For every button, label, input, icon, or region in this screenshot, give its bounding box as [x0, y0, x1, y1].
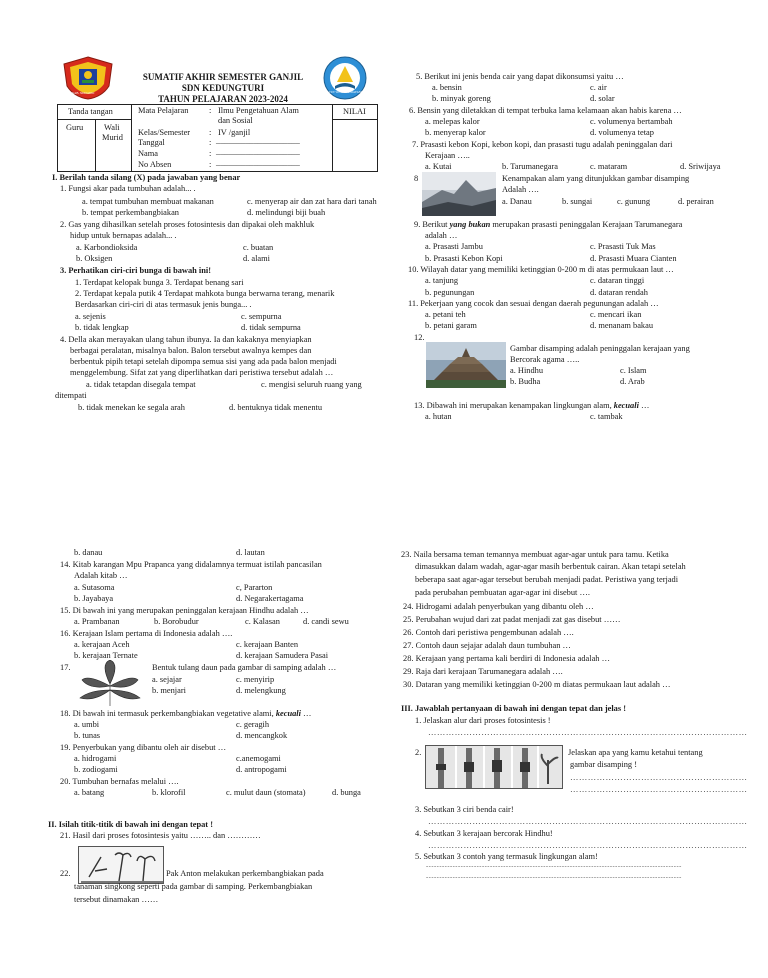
q7-stem-2: Kerajaan …..	[425, 151, 470, 160]
q16-option-d[interactable]: d. kerajaan Samudera Pasai	[236, 651, 329, 660]
absen-field[interactable]: ____________________	[216, 158, 300, 167]
q8-stem-2: Adalah ….	[502, 185, 539, 194]
q3-line-2: 2. Terdapat kepala putik 4 Terdapat mahkota bunga berwarna terang, menarik	[75, 289, 335, 298]
q29-text: 29. Raja dari kerajaan Tarumanegara adalah ….	[403, 667, 563, 676]
q10-option-b[interactable]: b. pegunungan	[425, 288, 475, 297]
q17-option-d[interactable]: d. melengkung	[236, 686, 286, 695]
q6-stem: 6. Bensin yang diletakkan di tempat terbuka lama kelamaan akan habis karena …	[409, 106, 682, 115]
q23-line-3: beberapa saat agar-agar tersebut berubah menjadi padat. Peristiwa yang terjadi	[415, 575, 679, 584]
q11-option-c[interactable]: c. mencari ikan	[590, 310, 642, 319]
q9-pre: 9. Berikut	[414, 220, 450, 229]
q15-option-a[interactable]: a. Prambanan	[74, 617, 120, 626]
leaf-image	[72, 660, 148, 708]
colon: :	[209, 149, 212, 158]
mapel-value: Ilmu Pengetahuan Alam	[218, 106, 299, 115]
q14-stem: 14. Kitab karangan Mpu Prapanca yang didalamnya termuat istilah pancasilan	[60, 560, 322, 569]
q22-line-1: Pak Anton melakukan perkembangbiakan pada	[166, 869, 324, 878]
q25-text: 25. Perubahan wujud dari zat padat menjadi zat gas disebut ……	[403, 615, 621, 624]
q14-option-d[interactable]: d. Negarakertagama	[236, 594, 304, 603]
q7-option-d[interactable]: d. Sriwijaya	[680, 162, 721, 171]
q20-stem: 20. Tumbuhan bernafas melalui ….	[60, 777, 179, 786]
title-line-3: TAHUN PELAJARAN 2023-2024	[158, 94, 288, 104]
q2-option-b[interactable]: b. Oksigen	[76, 254, 113, 263]
title-line-1: SUMATIF AKHIR SEMESTER GANJIL	[142, 72, 304, 82]
mountain-image	[422, 172, 496, 216]
q23-line-1: 23. Naila bersama teman temannya membuat agar-agar untuk para tamu. Ketika	[401, 550, 669, 559]
q18-stem	[60, 709, 311, 719]
q9-option-c[interactable]: c. Prasasti Tuk Mas	[590, 242, 656, 251]
q1-option-a[interactable]: a. tempat tumbuhan membuat makanan	[82, 197, 214, 206]
wali-label: Wali	[104, 123, 120, 132]
q11-option-d[interactable]: d. menanam bakau	[590, 321, 654, 330]
q11-option-b[interactable]: b. petani garam	[425, 321, 477, 330]
q15-option-c[interactable]: c. Kalasan	[245, 617, 280, 626]
q10-stem: 10. Wilayah datar yang memiliki ketinggian 0-200 m di atas permukaan laut …	[408, 265, 674, 274]
title-line-2: SDN KEDUNGTURI	[181, 83, 265, 93]
q1-option-b[interactable]: b. tempat perkembangbiakan	[82, 208, 179, 217]
q18-option-b[interactable]: b. tunas	[74, 731, 101, 740]
essay-2-line-2: gambar disamping !	[570, 760, 637, 769]
q17-option-c[interactable]: c. menyirip	[236, 675, 275, 684]
q9-stem	[414, 220, 682, 230]
q9-option-b[interactable]: b. Prasasti Kebon Kopi	[425, 254, 503, 263]
q5-option-d[interactable]: d. solar	[590, 94, 615, 103]
q8-option-b[interactable]: b. sungai	[562, 197, 593, 206]
q9-emphasis: yang bukan	[449, 220, 491, 229]
q2-stem-2: hidup untuk bernapas adalah... .	[70, 231, 177, 240]
q17-stem: Bentuk tulang daun pada gambar di samping adalah …	[152, 663, 337, 672]
q18-post: …	[300, 709, 312, 718]
q3-option-b[interactable]: b. tidak lengkap	[75, 323, 129, 332]
q2-option-d[interactable]: d. alami	[243, 254, 270, 263]
q1-option-c[interactable]: c. menyerap air dan zat hara dari tanah	[247, 197, 377, 206]
q20-option-a[interactable]: a. batang	[74, 788, 105, 797]
q8-stem: Kenampakan alam yang ditunjukkan gambar disamping	[502, 174, 690, 183]
guru-label: Guru	[66, 123, 84, 132]
q4-option-a[interactable]: a. tidak tetapdan disegala tempat	[86, 380, 196, 389]
q15-stem: 15. Di bawah ini yang merupakan peninggalan kerajaan Hindhu adalah …	[60, 606, 309, 615]
q10-option-d[interactable]: d. dataran rendah	[590, 288, 648, 297]
q13-pre: 13. Dibawah ini merupakan kenampakan lingkungan alam,	[414, 401, 614, 410]
colon: :	[209, 160, 212, 169]
q27-text: 27. Contoh daun sejajar adalah daun tumbuhan …	[403, 641, 571, 650]
q19-option-d[interactable]: d. antropogami	[236, 765, 287, 774]
q5-option-a[interactable]: a. bensin	[432, 83, 462, 92]
q1-option-d[interactable]: d. melindungi biji buah	[247, 208, 326, 217]
q21-text: 21. Hasil dari proses fotosintesis yaitu …….. dan …………	[60, 831, 261, 840]
logo-left	[62, 56, 114, 100]
colon: :	[209, 138, 212, 147]
essay-4-question: 4. Sebutkan 3 kerajaan bercorak Hindhu!	[415, 829, 553, 838]
q18-emphasis: kecuali	[275, 709, 301, 718]
q30-text: 30. Dataran yang memiliki ketinggian 0-200 m diatas permukaan laut adalah …	[403, 680, 671, 689]
essay-3-answer-line[interactable]: ………………………………………………………………………………………………	[428, 817, 748, 826]
q3-option-a[interactable]: a. sejenis	[75, 312, 106, 321]
logo-right-text: TUT WURI HANDAYANI	[329, 90, 362, 94]
q12-option-b[interactable]: b. Budha	[510, 377, 541, 386]
q15-option-b[interactable]: b. Borobudur	[154, 617, 199, 626]
essay-2-number: 2.	[415, 748, 422, 757]
q3-line-1: 1. Terdapat kelopak bunga 3. Terdapat benang sari	[75, 278, 244, 287]
q4-stem-4: menggelembung. Sifat zat yang diperlihatkan dari peristiwa tersebut adalah …	[70, 368, 334, 377]
q2-option-a[interactable]: a. Karbondioksida	[76, 243, 138, 252]
q4-option-b[interactable]: b. tidak menekan ke segala arah	[78, 403, 185, 412]
murid-label: Murid	[102, 133, 123, 142]
kelas-label: Kelas/Semester	[138, 128, 191, 137]
q4-stem-3: berbentuk pipih tetapi setelah dipompa semua sisi yang ada pada balon menjadi	[70, 357, 337, 366]
q16-option-a[interactable]: a. kerajaan Aceh	[74, 640, 130, 649]
plant-grafting-image	[425, 745, 563, 789]
q14-stem-2: Adalah kitab …	[74, 571, 128, 580]
essay-5-question: 5. Sebutkan 3 contoh yang termasuk lingkungan alam!	[415, 852, 598, 861]
q8-option-a[interactable]: a. Danau	[502, 197, 532, 206]
q9-option-d[interactable]: d. Prasasti Muara Cianten	[590, 254, 677, 263]
q23-line-4: pada perubahan pembuatan agar-agar ini disebut ….	[415, 588, 590, 597]
q18-option-a[interactable]: a. umbi	[74, 720, 100, 729]
nama-field[interactable]: ____________________	[216, 147, 300, 156]
q19-option-b[interactable]: b. zodiogami	[74, 765, 118, 774]
q6-option-c[interactable]: c. volumenya bertambah	[590, 117, 673, 126]
q9-stem-2: adalah …	[425, 231, 458, 240]
q4-stem-1: 4. Della akan merayakan ulang tahun ibunya. Ia dan kakaknya menyiapkan	[60, 335, 312, 344]
q5-stem: 5. Berikut ini jenis benda cair yang dapat dikonsumsi yaitu …	[416, 72, 624, 81]
identity-table	[57, 104, 378, 172]
q16-stem: 16. Kerajaan Islam pertama di Indonesia adalah ….	[60, 629, 233, 638]
logo-left-text: KAB. SIDOARJO	[72, 91, 95, 95]
essay-2-line-1: Jelaskan apa yang kamu ketahui tentang	[568, 748, 703, 757]
q22-line-3: tersebut dinamakan ……	[74, 895, 159, 904]
tanda-tangan-label: Tanda tangan	[68, 107, 113, 116]
q7-option-b[interactable]: b. Tarumanegara	[502, 162, 558, 171]
q5-option-c[interactable]: c. air	[590, 83, 607, 92]
q23-line-2: dimasukkan dalam wadah, agar-agar masih berbentuk cairan. Akan tetapi setelah	[415, 562, 686, 571]
q17-number: 17.	[60, 663, 71, 672]
essay-5-answer-line-1[interactable]: ------------------------------------------------------------------------------------------------	[426, 863, 682, 870]
q13-option-d[interactable]: d. lautan	[236, 548, 265, 557]
q12-option-c[interactable]: c. Islam	[620, 366, 647, 375]
q7-option-c[interactable]: c. mataram	[590, 162, 628, 171]
q13-emphasis: kecuali	[613, 401, 639, 410]
tanggal-field[interactable]: ____________________	[216, 136, 300, 145]
essay-5-answer-line-2[interactable]: ------------------------------------------------------------------------------------------------	[426, 874, 682, 881]
q12-option-d[interactable]: d. Arab	[620, 377, 645, 386]
q14-option-c[interactable]: c, Pararton	[236, 583, 273, 592]
q3-option-d[interactable]: d. tidak sempurna	[241, 323, 301, 332]
q6-option-a[interactable]: a. melepas kalor	[425, 117, 480, 126]
q26-text: 26. Contoh dari peristiwa pengembunan adalah ….	[403, 628, 574, 637]
q6-option-d[interactable]: d. volumenya tetap	[590, 128, 654, 137]
q12-option-a[interactable]: a. Hindhu	[510, 366, 544, 375]
q8-option-c[interactable]: c. gunung	[617, 197, 651, 206]
q16-option-b[interactable]: b. kerajaan Ternate	[74, 651, 138, 660]
section-3-title: III. Jawablah pertanyaan di bawah ini dengan tepat dan jelas !	[401, 704, 627, 713]
q12-stem: Gambar disamping adalah peninggalan kerajaan yang	[510, 344, 690, 353]
q3-option-c[interactable]: c. sempurna	[241, 312, 282, 321]
q22-number: 22.	[60, 869, 71, 878]
q2-stem: 2. Gas yang dihasilkan setelah proses fotosintesis dan dipakai oleh makhluk	[60, 220, 315, 229]
q13-stem	[414, 401, 649, 411]
cassava-cutting-image	[78, 846, 164, 884]
q11-stem: 11. Pekerjaan yang cocok dan sesuai dengan daerah pegunungan adalah …	[408, 299, 659, 308]
tanggal-label: Tanggal	[138, 138, 165, 147]
essay-4-answer-line[interactable]: ………………………………………………………………………………………………	[428, 841, 748, 850]
q5-option-b[interactable]: b. minyak goreng	[432, 94, 491, 103]
essay-1-question: 1. Jelaskan alur dari proses fotosintesis !	[415, 716, 551, 725]
q24-text: 24. Hidrogami adalah penyerbukan yang dibantu oleh …	[403, 602, 594, 611]
q22-line-2: tanaman singkong seperti pada gambar di samping. Perkembangbiakan	[74, 882, 313, 891]
q6-option-b[interactable]: b. menyerap kalor	[425, 128, 486, 137]
logo-right	[323, 56, 367, 100]
q13-option-a[interactable]: a. hutan	[425, 412, 452, 421]
kelas-value: IV /ganjil	[218, 128, 251, 137]
temple-image	[426, 342, 506, 388]
q8-option-d[interactable]: d. perairan	[678, 197, 714, 206]
q20-option-c[interactable]: c. mulut daun (stomata)	[226, 788, 306, 797]
q19-stem: 19. Penyerbukan yang dibantu oleh air disebut …	[60, 743, 227, 752]
q28-text: 28. Kerajaan yang pertama kali berdiri di Indonesia adalah …	[403, 654, 610, 663]
q14-option-b[interactable]: b. Jayabaya	[74, 594, 114, 603]
q20-option-d[interactable]: d. bunga	[332, 788, 361, 797]
absen-label: No Absen	[138, 160, 172, 169]
q17-option-b[interactable]: b. menjari	[152, 686, 186, 695]
q4-option-c-2: ditempati	[55, 391, 87, 400]
q20-option-b[interactable]: b. klorofil	[152, 788, 186, 797]
q9-post: merupakan prasasti peninggalan Kerajaan Tarumanegara	[490, 220, 683, 229]
q4-option-d[interactable]: d. bentuknya tidak menentu	[229, 403, 323, 412]
essay-2-answer-line-1[interactable]: ……………………………………………………	[570, 773, 748, 782]
q17-option-a[interactable]: a. sejajar	[152, 675, 182, 684]
q8-number: 8	[414, 174, 419, 183]
q13-option-b[interactable]: b. danau	[74, 548, 103, 557]
q12-stem-2: Bercorak agama …..	[510, 355, 580, 364]
q12-number: 12.	[414, 333, 425, 342]
mapel-label: Mata Pelajaran	[138, 106, 189, 115]
q3-line-3: Berdasarkan ciri-ciri di atas termasuk jenis bunga... .	[75, 300, 252, 309]
q14-option-a[interactable]: a. Sutasoma	[74, 583, 115, 592]
section-1-title: I. Berilah tanda silang (X) pada jawaban yang benar	[52, 173, 241, 182]
q4-option-c[interactable]: c. mengisi seluruh ruang yang	[261, 380, 362, 389]
q7-option-a[interactable]: a. Kutai	[425, 162, 452, 171]
colon: :	[209, 128, 212, 137]
nama-label: Nama	[138, 149, 158, 158]
q10-option-c[interactable]: c. dataran tinggi	[590, 276, 645, 285]
q4-stem-2: berbagai peralatan, misalnya balon. Balon tersebut awalnya kempes dan	[70, 346, 312, 355]
q13-post: …	[638, 401, 650, 410]
q18-pre: 18. Di bawah ini termasuk perkembangbiakan vegetative alami,	[60, 709, 276, 718]
essay-2-answer-line-2[interactable]: ……………………………………………………	[570, 785, 748, 794]
q2-option-c[interactable]: c. buatan	[243, 243, 274, 252]
q16-option-c[interactable]: c. kerajaan Banten	[236, 640, 299, 649]
q11-option-a[interactable]: a. petani teh	[425, 310, 466, 319]
colon: :	[209, 106, 212, 115]
mapel-value-2: dan Sosial	[218, 116, 253, 125]
q18-option-c[interactable]: c. geragih	[236, 720, 270, 729]
q7-stem: 7. Prasasti kebon Kopi, kebon kopi, dan prasasti tugu adalah peninggalan dari	[412, 140, 673, 149]
essay-1-answer-line[interactable]: ………………………………………………………………………………………………	[428, 728, 748, 737]
q15-option-d[interactable]: d. candi sewu	[303, 617, 349, 626]
q3-stem: 3. Perhatikan ciri-ciri bunga di bawah ini!	[60, 266, 211, 275]
q10-option-a[interactable]: a. tanjung	[425, 276, 459, 285]
section-2-title: II. Isilah titik-titik di bawah ini dengan tepat !	[48, 820, 213, 829]
q9-option-a[interactable]: a. Prasasti Jambu	[425, 242, 483, 251]
q19-option-a[interactable]: a. hidrogami	[74, 754, 117, 763]
q1-stem: 1. Fungsi akar pada tumbuhan adalah... .	[60, 184, 196, 193]
q18-option-d[interactable]: d. mencangkok	[236, 731, 288, 740]
nilai-label: NILAI	[343, 107, 366, 116]
essay-3-question: 3. Sebutkan 3 ciri benda cair!	[415, 805, 514, 814]
q13-option-c[interactable]: c. tambak	[590, 412, 623, 421]
q19-option-c[interactable]: c.anemogami	[236, 754, 281, 763]
